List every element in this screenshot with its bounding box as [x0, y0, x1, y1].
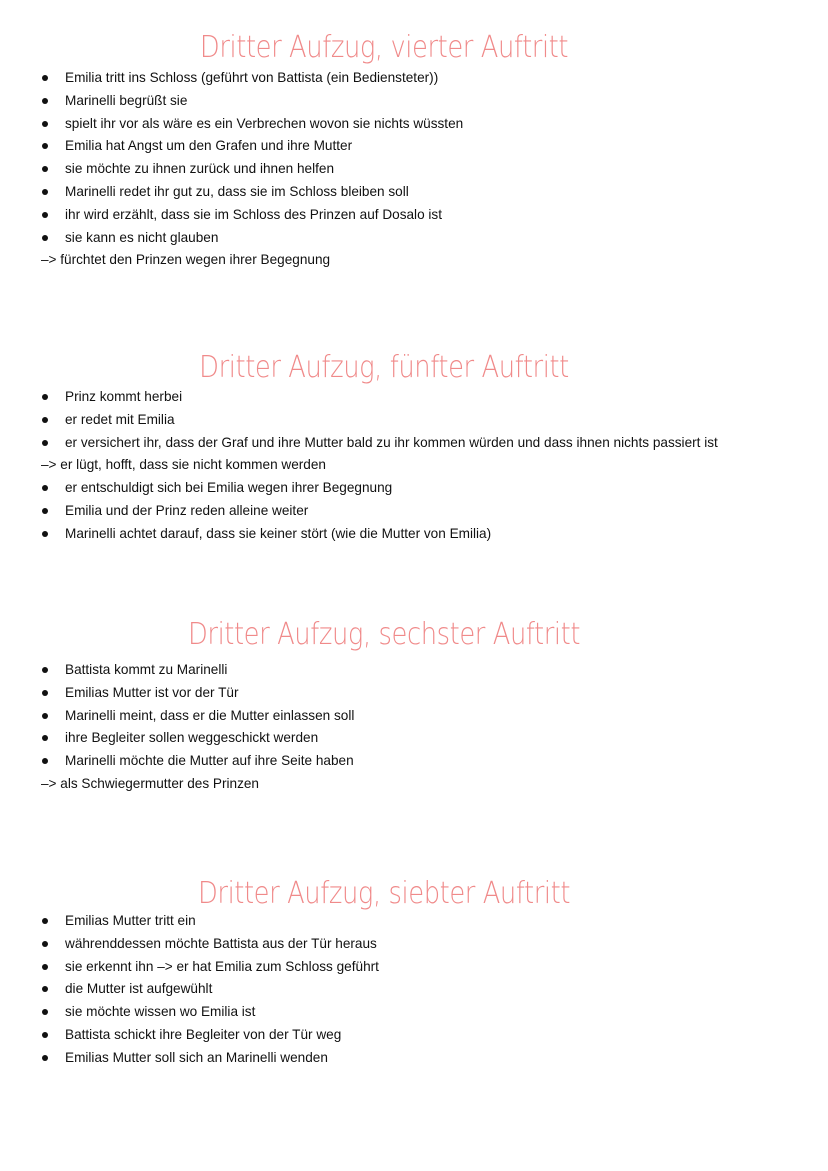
bullet-icon: [42, 1055, 48, 1061]
line-text: ihr wird erzählt, dass sie im Schloss des Prinzen auf Dosalo ist: [65, 206, 443, 222]
section-heading: Dritter Aufzug, sechster Auftritt: [187, 617, 581, 652]
line-text: er entschuldigt sich bei Emilia wegen ihrer Begegnung: [65, 480, 393, 496]
line-text: Marinelli meint, dass er die Mutter einlassen soll: [65, 707, 355, 723]
bullet-icon: [42, 986, 48, 992]
line-text: ihre Begleiter sollen weggeschickt werden: [65, 730, 319, 746]
line-text: währenddessen möchte Battista aus der Tür heraus: [65, 935, 377, 951]
line-text: spielt ihr vor als wäre es ein Verbrechen wovon sie nichts wüssten: [65, 115, 464, 131]
bullet-icon: [42, 440, 48, 446]
bullet-icon: [42, 1032, 48, 1038]
bullet-icon: [42, 166, 48, 172]
line-text: er versichert ihr, dass der Graf und ihre Mutter bald zu ihr kommen würden und dass ihnen nichts passiert ist: [65, 434, 718, 450]
line-text: er redet mit Emilia: [65, 411, 175, 427]
bullet-icon: [42, 1009, 48, 1015]
line-text: Marinelli redet ihr gut zu, dass sie im Schloss bleiben soll: [65, 184, 409, 199]
line-text: Marinelli möchte die Mutter auf ihre Seite haben: [65, 753, 354, 769]
line-text: sie möchte wissen wo Emilia ist: [65, 1004, 256, 1020]
bullet-icon: [42, 235, 48, 241]
bullet-icon: [42, 713, 48, 719]
bullet-icon: [42, 735, 48, 741]
line-text: sie möchte zu ihnen zurück und ihnen helfen: [65, 161, 335, 177]
line-text: –> fürchtet den Prinzen wegen ihrer Begegnung: [41, 252, 331, 268]
bullet-icon: [42, 941, 48, 947]
bullet-icon: [42, 75, 48, 81]
bullet-icon: [42, 143, 48, 149]
bullet-icon: [42, 667, 48, 673]
line-text: sie erkennt ihn –> er hat Emilia zum Schloss geführt: [65, 958, 379, 974]
section-heading: Dritter Aufzug, fünfter Auftritt: [199, 350, 569, 385]
line-text: Battista schickt ihre Begleiter von der Tür weg: [65, 1027, 342, 1042]
line-text: Marinelli achtet darauf, dass sie keiner stört (wie die Mutter von Emilia): [65, 525, 492, 541]
bullet-icon: [42, 690, 48, 696]
bullet-icon: [42, 531, 48, 537]
bullet-icon: [42, 121, 48, 127]
line-text: Emilias Mutter tritt ein: [65, 913, 196, 928]
bullet-icon: [42, 212, 48, 218]
line-text: –> er lügt, hofft, dass sie nicht kommen werden: [41, 457, 326, 473]
line-text: die Mutter ist aufgewühlt: [65, 981, 213, 997]
line-text: Emilia tritt ins Schloss (geführt von Battista (ein Bediensteter)): [65, 70, 439, 85]
line-text: Marinelli begrüßt sie: [65, 92, 188, 108]
line-text: Battista kommt zu Marinelli: [65, 662, 228, 677]
bullet-icon: [42, 189, 48, 195]
line-text: Prinz kommt herbei: [65, 389, 183, 404]
line-text: Emilias Mutter soll sich an Marinelli wenden: [65, 1049, 328, 1065]
line-text: Emilia hat Angst um den Grafen und ihre Mutter: [65, 138, 353, 154]
bullet-icon: [42, 508, 48, 514]
bullet-icon: [42, 394, 48, 400]
line-text: Emilia und der Prinz reden alleine weiter: [65, 503, 309, 518]
bullet-icon: [42, 758, 48, 764]
section-heading: Dritter Aufzug, siebter Auftritt: [197, 876, 571, 911]
line-text: –> als Schwiegermutter des Prinzen: [41, 776, 259, 791]
line-text: sie kann es nicht glauben: [65, 229, 219, 245]
bullet-icon: [42, 485, 48, 491]
bullet-icon: [42, 964, 48, 970]
bullet-icon: [42, 918, 48, 924]
section-heading: Dritter Aufzug, vierter Auftritt: [199, 30, 569, 65]
bullet-icon: [42, 417, 48, 423]
bullet-icon: [42, 98, 48, 104]
line-text: Emilias Mutter ist vor der Tür: [65, 684, 239, 700]
